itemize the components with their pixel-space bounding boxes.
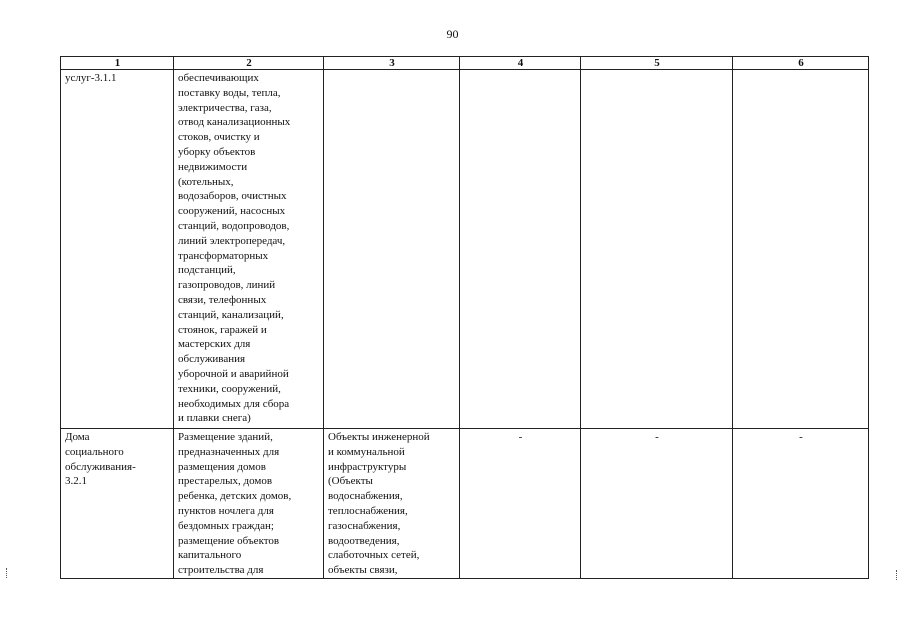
table-cell	[581, 429, 733, 579]
column-header-3: 3	[324, 57, 460, 70]
table-cell	[174, 70, 324, 429]
table-cell	[460, 70, 581, 429]
cell-text: -	[655, 431, 659, 443]
column-header-2: 2	[174, 57, 324, 70]
scan-edge-mark	[6, 568, 10, 578]
table-row	[61, 70, 869, 429]
cell-text: услуг-3.1.1	[65, 72, 117, 84]
cell-text: -	[518, 431, 523, 443]
cell-text: Размещение зданий, предназначенных для размещения домов престарелых, домов ребенка, детских домов, пунктов ночлега для бездомных граждан; размещение объектов капитального строительства для	[178, 431, 292, 577]
column-header-4: 4	[460, 57, 581, 70]
column-header-1: 1	[61, 57, 174, 70]
scan-edge-mark	[896, 570, 900, 580]
table-cell	[174, 429, 324, 579]
table-cell	[324, 70, 460, 429]
table-cell	[733, 429, 869, 579]
land-use-table	[60, 56, 869, 579]
page-number: 90	[446, 27, 459, 41]
cell-text: обеспечивающих поставку воды, тепла, электричества, газа, отвод канализационных стоков, очистку и уборку объектов недвижимости (котельных, водозаборов, очистных сооружений, насосных станций, водопроводов, линий электропередач, трансформаторных подстанций, газопроводов, линий связи, телефонных станций, канализаций, стоянок, гаражей и мастерских для обслуживания уборочной и аварийной техники, сооружений, необходимых для сбора и плавки снега)	[178, 72, 291, 425]
cell-text: -	[799, 431, 803, 443]
cell-text: Объекты инженерной и коммунальной инфраструктуры (Объекты водоснабжения, теплоснабжения, газоснабжения, водоотведения, слаботочных сетей, объекты связи,	[328, 431, 430, 577]
table-cell	[324, 429, 460, 579]
table-header-row	[61, 57, 869, 70]
table-cell	[581, 70, 733, 429]
table-cell	[61, 70, 174, 429]
table-cell	[460, 429, 581, 579]
cell-text: Дома социального обслуживания- 3.2.1	[65, 431, 136, 488]
table-cell	[733, 70, 869, 429]
column-header-5: 5	[581, 57, 733, 70]
column-header-6: 6	[733, 57, 869, 70]
table-row	[61, 429, 869, 579]
table-cell	[61, 429, 174, 579]
